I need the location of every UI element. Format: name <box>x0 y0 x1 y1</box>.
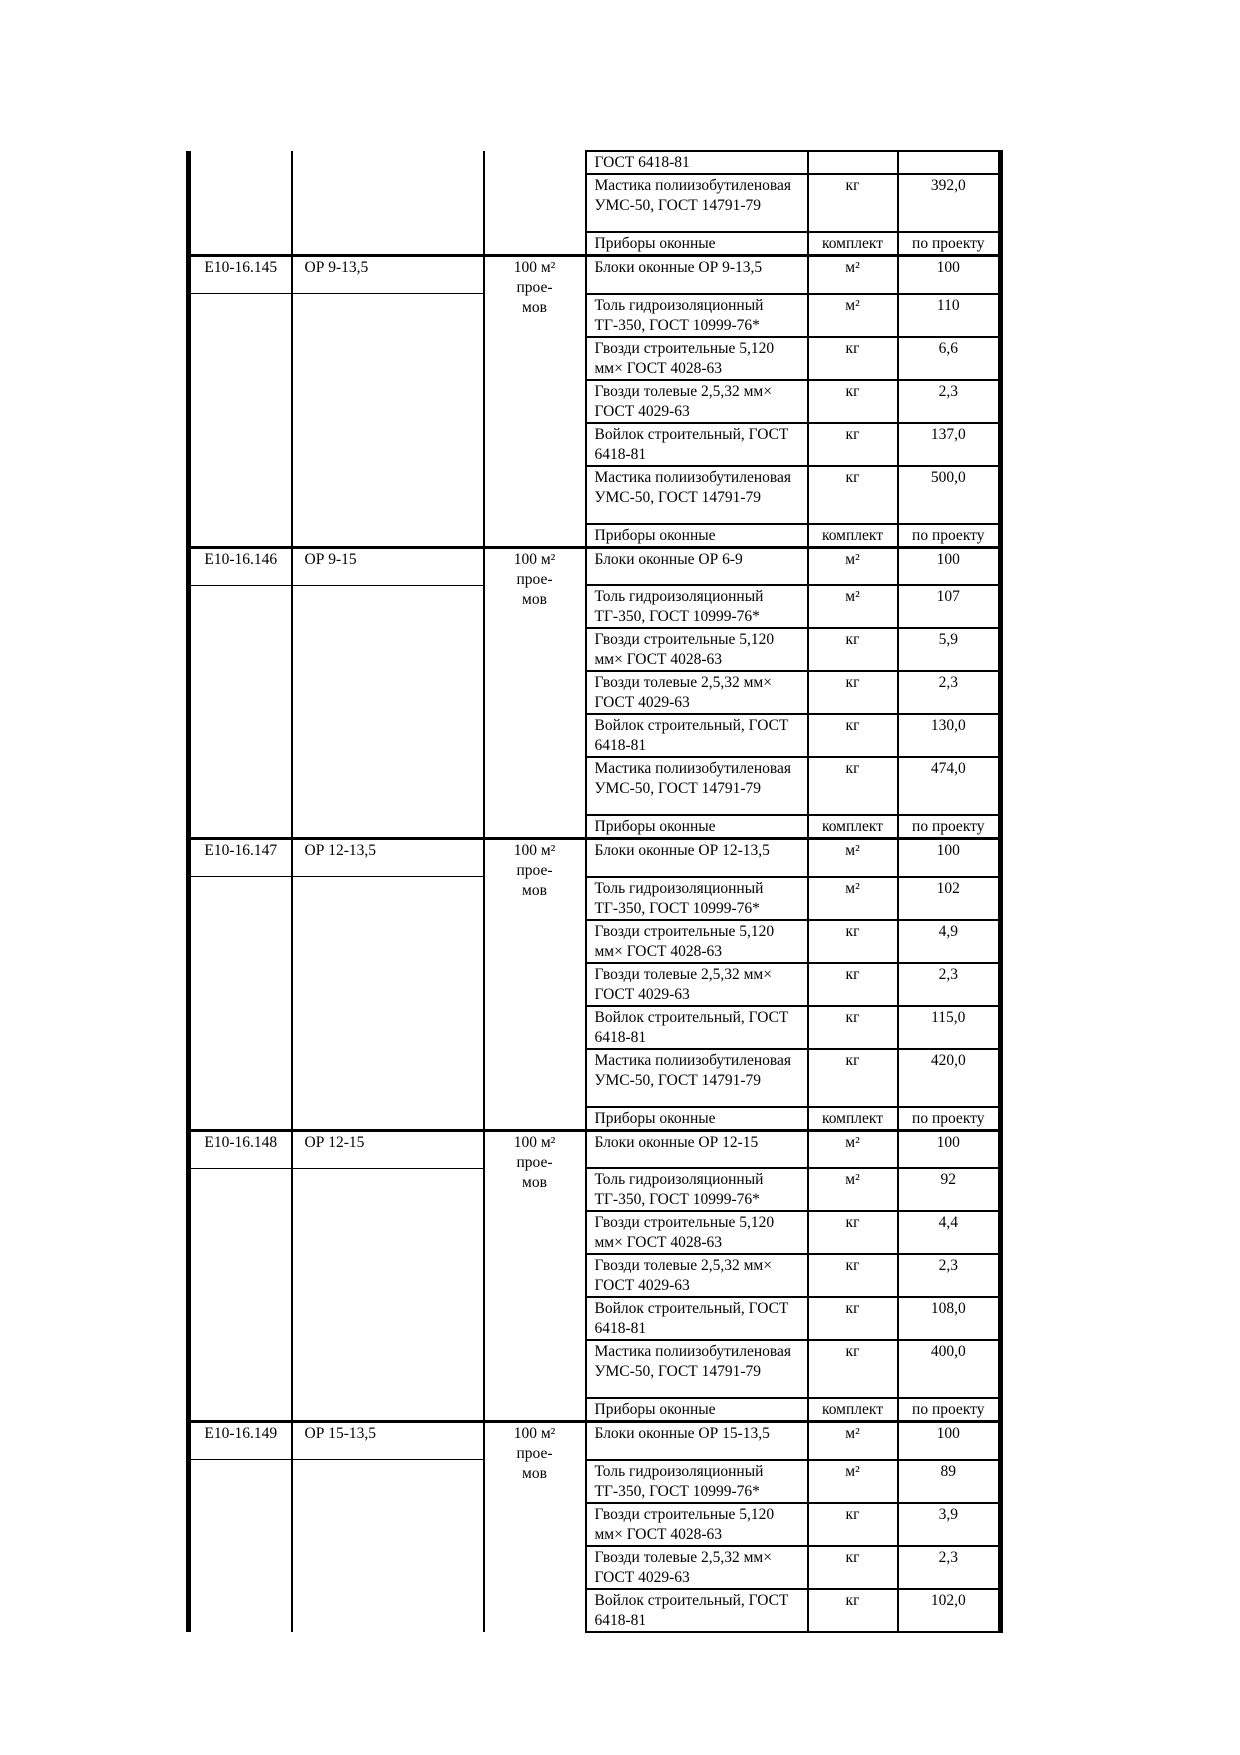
cell-measure-empty <box>484 151 586 256</box>
cell-material: Блоки оконные ОР 15-13,5 <box>586 1422 808 1460</box>
cell-material: Гвозди строительные 5,120 мм× ГОСТ 4028-63 <box>586 1503 808 1546</box>
cell-material: Войлок строительный, ГОСТ 6418-81 <box>586 1589 808 1632</box>
cell-measure <box>484 256 586 548</box>
cell-material: Приборы оконные <box>586 1398 808 1422</box>
cell-unit: кг <box>808 671 898 714</box>
cell-quantity: 100 <box>898 547 1001 585</box>
cell-unit: комплект <box>808 232 898 256</box>
measure-line: мов <box>522 299 547 316</box>
cell-material: Блоки оконные ОР 6-9 <box>586 547 808 585</box>
cell-material: Войлок строительный, ГОСТ 6418-81 <box>586 1006 808 1049</box>
cell-material: Гвозди толевые 2,5,32 мм× ГОСТ 4029-63 <box>586 1546 808 1589</box>
cell-unit: м² <box>808 1422 898 1460</box>
cell-quantity: 110 <box>898 294 1001 337</box>
measure-line: прое- <box>516 279 553 296</box>
cell-material: Толь гидроизоляционный ТГ-350, ГОСТ 10999-76* <box>586 585 808 628</box>
cell-unit: кг <box>808 174 898 232</box>
cell-unit: кг <box>808 920 898 963</box>
measure-line: 100 м² <box>513 1425 556 1442</box>
cell-designation-empty <box>292 151 484 256</box>
cell-measure <box>484 1130 586 1422</box>
cell-quantity: по проекту <box>898 232 1001 256</box>
cell-quantity: 3,9 <box>898 1503 1001 1546</box>
cell-quantity: 100 <box>898 839 1001 877</box>
cell-quantity <box>898 151 1001 174</box>
cell-quantity: 89 <box>898 1460 1001 1503</box>
cell-unit: кг <box>808 1006 898 1049</box>
cell-quantity: 137,0 <box>898 423 1001 466</box>
cell-quantity: 115,0 <box>898 1006 1001 1049</box>
cell-quantity: 500,0 <box>898 466 1001 524</box>
cell-unit: кг <box>808 714 898 757</box>
cell-quantity: 130,0 <box>898 714 1001 757</box>
cell-material: Блоки оконные ОР 12-15 <box>586 1130 808 1168</box>
cell-material: Гвозди толевые 2,5,32 мм× ГОСТ 4029-63 <box>586 671 808 714</box>
cell-material: Мастика полиизобутиленовая УМС-50, ГОСТ 14791-79 <box>586 1049 808 1107</box>
cell-quantity: 100 <box>898 1422 1001 1460</box>
table-row <box>189 547 1001 585</box>
measure-line: прое- <box>516 1445 553 1462</box>
cell-designation: ОР 9-13,5 <box>292 256 484 294</box>
cell-unit: кг <box>808 1049 898 1107</box>
cell-material: Гвозди строительные 5,120 мм× ГОСТ 4028-63 <box>586 920 808 963</box>
cell-code: Е10-16.147 <box>189 839 292 877</box>
cell-code: Е10-16.146 <box>189 547 292 585</box>
measure-line: 100 м² <box>513 1133 556 1151</box>
cell-quantity: по проекту <box>898 1107 1001 1131</box>
cell-unit: кг <box>808 1211 898 1254</box>
cell-unit: кг <box>808 1297 898 1340</box>
cell-material: Гвозди строительные 5,120 мм× ГОСТ 4028-63 <box>586 628 808 671</box>
cell-quantity: 2,3 <box>898 380 1001 423</box>
cell-code: Е10-16.145 <box>189 256 292 294</box>
cell-designation-empty <box>292 294 484 548</box>
cell-unit: комплект <box>808 524 898 548</box>
cell-material: Войлок строительный, ГОСТ 6418-81 <box>586 714 808 757</box>
cell-unit: кг <box>808 1254 898 1297</box>
cell-quantity: 392,0 <box>898 174 1001 232</box>
cell-code-empty <box>189 151 292 256</box>
cell-unit: м² <box>808 294 898 337</box>
cell-quantity: 474,0 <box>898 757 1001 815</box>
measure-line: мов <box>522 590 547 608</box>
cell-quantity: 108,0 <box>898 1297 1001 1340</box>
cell-designation-empty <box>292 1168 484 1422</box>
cell-designation: ОР 9-15 <box>292 547 484 585</box>
cell-material: Блоки оконные ОР 9-13,5 <box>586 256 808 294</box>
cell-unit: комплект <box>808 815 898 839</box>
cell-code-empty <box>189 294 292 548</box>
cell-material: Толь гидроизоляционный ТГ-350, ГОСТ 10999-76* <box>586 294 808 337</box>
cell-quantity: 420,0 <box>898 1049 1001 1107</box>
cell-material: Мастика полиизобутиленовая УМС-50, ГОСТ 14791-79 <box>586 174 808 232</box>
cell-material: Толь гидроизоляционный ТГ-350, ГОСТ 10999-76* <box>586 877 808 920</box>
cell-code-empty <box>189 877 292 1131</box>
cell-unit: м² <box>808 1168 898 1211</box>
cell-material: Толь гидроизоляционный ТГ-350, ГОСТ 10999-76* <box>586 1168 808 1211</box>
table-row <box>189 1422 1001 1460</box>
cell-quantity: 4,9 <box>898 920 1001 963</box>
cell-material: Гвозди толевые 2,5,32 мм× ГОСТ 4029-63 <box>586 380 808 423</box>
cell-code-empty <box>189 1460 292 1632</box>
cell-material: Приборы оконные <box>586 815 808 839</box>
cell-unit: кг <box>808 380 898 423</box>
cell-unit: комплект <box>808 1398 898 1422</box>
cell-measure <box>484 547 586 839</box>
cell-unit <box>808 151 898 174</box>
cell-unit: комплект <box>808 1107 898 1131</box>
cell-unit: м² <box>808 1460 898 1503</box>
cell-quantity: 100 <box>898 1130 1001 1168</box>
resource-consumption-table <box>186 150 1003 1633</box>
cell-material: Гвозди строительные 5,120 мм× ГОСТ 4028-63 <box>586 337 808 380</box>
cell-measure <box>484 839 586 1131</box>
table-row <box>189 839 1001 877</box>
cell-unit: м² <box>808 839 898 877</box>
cell-unit: м² <box>808 877 898 920</box>
table-row <box>189 256 1001 294</box>
table-row <box>189 585 1001 628</box>
measure-line: мов <box>522 1173 547 1191</box>
cell-unit: м² <box>808 585 898 628</box>
cell-quantity: 102,0 <box>898 1589 1001 1632</box>
cell-material: Гвозди строительные 5,120 мм× ГОСТ 4028-63 <box>586 1211 808 1254</box>
norms-table-wrap <box>186 150 1003 1633</box>
table-row <box>189 151 1001 174</box>
cell-material: Толь гидроизоляционный ТГ-350, ГОСТ 10999-76* <box>586 1460 808 1503</box>
cell-quantity: 92 <box>898 1168 1001 1211</box>
measure-line: 100 м² <box>513 259 556 276</box>
cell-quantity: 400,0 <box>898 1340 1001 1398</box>
table-row <box>189 1460 1001 1503</box>
cell-material: Гвозди толевые 2,5,32 мм× ГОСТ 4029-63 <box>586 963 808 1006</box>
cell-quantity: 6,6 <box>898 337 1001 380</box>
measure-line: 100 м² <box>513 550 556 568</box>
cell-quantity: 4,4 <box>898 1211 1001 1254</box>
cell-unit: кг <box>808 1589 898 1632</box>
cell-unit: кг <box>808 1503 898 1546</box>
cell-quantity: 2,3 <box>898 963 1001 1006</box>
cell-material: Войлок строительный, ГОСТ 6418-81 <box>586 423 808 466</box>
table-row <box>189 1130 1001 1168</box>
cell-material: ГОСТ 6418-81 <box>586 151 808 174</box>
cell-material: Войлок строительный, ГОСТ 6418-81 <box>586 1297 808 1340</box>
cell-designation: ОР 12-13,5 <box>292 839 484 877</box>
cell-measure <box>484 1422 586 1632</box>
cell-quantity: 100 <box>898 256 1001 294</box>
cell-unit: кг <box>808 466 898 524</box>
cell-material: Мастика полиизобутиленовая УМС-50, ГОСТ 14791-79 <box>586 757 808 815</box>
cell-material: Гвозди толевые 2,5,32 мм× ГОСТ 4029-63 <box>586 1254 808 1297</box>
cell-quantity: по проекту <box>898 524 1001 548</box>
cell-quantity: 2,3 <box>898 1546 1001 1589</box>
cell-material: Мастика полиизобутиленовая УМС-50, ГОСТ 14791-79 <box>586 466 808 524</box>
measure-line: мов <box>522 1465 547 1482</box>
cell-material: Блоки оконные ОР 12-13,5 <box>586 839 808 877</box>
measure-line: 100 м² <box>513 842 556 859</box>
cell-quantity: 2,3 <box>898 671 1001 714</box>
cell-unit: кг <box>808 337 898 380</box>
cell-code: Е10-16.149 <box>189 1422 292 1460</box>
cell-quantity: 102 <box>898 877 1001 920</box>
table-row <box>189 877 1001 920</box>
cell-material: Приборы оконные <box>586 1107 808 1131</box>
cell-material: Приборы оконные <box>586 524 808 548</box>
measure-line: прое- <box>516 570 553 588</box>
cell-designation-empty <box>292 1460 484 1632</box>
cell-quantity: 107 <box>898 585 1001 628</box>
cell-designation-empty <box>292 877 484 1131</box>
cell-unit: кг <box>808 1340 898 1398</box>
cell-material: Приборы оконные <box>586 232 808 256</box>
cell-quantity: по проекту <box>898 1398 1001 1422</box>
cell-quantity: 5,9 <box>898 628 1001 671</box>
cell-unit: м² <box>808 1130 898 1168</box>
cell-unit: м² <box>808 256 898 294</box>
cell-unit: м² <box>808 547 898 585</box>
cell-code: Е10-16.148 <box>189 1130 292 1168</box>
cell-unit: кг <box>808 423 898 466</box>
cell-code-empty <box>189 585 292 839</box>
cell-quantity: 2,3 <box>898 1254 1001 1297</box>
cell-designation-empty <box>292 585 484 839</box>
cell-material: Мастика полиизобутиленовая УМС-50, ГОСТ 14791-79 <box>586 1340 808 1398</box>
measure-line: мов <box>522 882 547 899</box>
cell-unit: кг <box>808 628 898 671</box>
table-row <box>189 1168 1001 1211</box>
table-row <box>189 294 1001 337</box>
cell-unit: кг <box>808 757 898 815</box>
cell-unit: кг <box>808 963 898 1006</box>
cell-designation: ОР 12-15 <box>292 1130 484 1168</box>
measure-line: прое- <box>516 1153 553 1171</box>
measure-line: прое- <box>516 862 553 879</box>
cell-code-empty <box>189 1168 292 1422</box>
cell-unit: кг <box>808 1546 898 1589</box>
cell-designation: ОР 15-13,5 <box>292 1422 484 1460</box>
cell-quantity: по проекту <box>898 815 1001 839</box>
